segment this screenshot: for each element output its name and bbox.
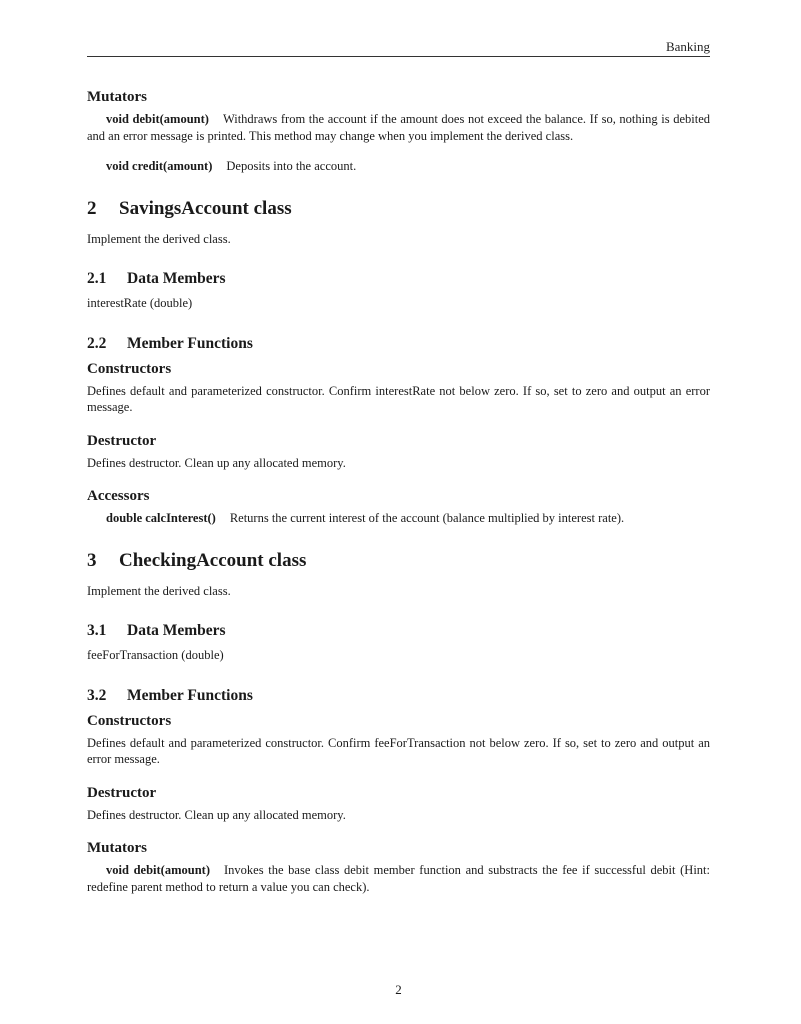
section-2-number: 2 bbox=[87, 197, 97, 219]
section-3-heading bbox=[87, 549, 710, 573]
credit-description: Deposits into the account. bbox=[226, 159, 357, 173]
section-3-destructor-body: Defines destructor. Clean up any allocated memory. bbox=[87, 807, 346, 822]
mutators-heading: Mutators bbox=[87, 89, 147, 105]
section-3-destructor-heading: Destructor bbox=[87, 784, 157, 801]
subsection-3-1-title: Data Members bbox=[127, 622, 226, 639]
credit-term: void credit(amount) bbox=[106, 159, 213, 173]
subsection-2-2-heading bbox=[87, 334, 710, 354]
calc-interest-paragraph bbox=[87, 510, 710, 527]
header-rule bbox=[87, 56, 710, 57]
subsection-2-2-number: 2.2 bbox=[87, 334, 107, 352]
section-3-mutators-heading: Mutators bbox=[87, 840, 147, 856]
section-2-heading bbox=[87, 197, 710, 221]
subsection-3-2-number: 3.2 bbox=[87, 686, 107, 704]
subsection-2-1-heading bbox=[87, 269, 710, 289]
page-number: 2 bbox=[395, 982, 402, 997]
subsection-2-2-title: Member Functions bbox=[127, 334, 253, 352]
calc-interest-description: Returns the current interest of the account (balance multiplied by interest rate). bbox=[229, 511, 625, 525]
subsection-3-2-heading bbox=[87, 686, 710, 706]
section-3-constructors-body: Defines default and parameterized constructor. Confirm feeForTransaction not below zero. If so, set to zero and output an error message. bbox=[87, 735, 710, 766]
section-2-destructor-body: Defines destructor. Clean up any allocated memory. bbox=[87, 455, 346, 470]
checking-debit-term: void debit(amount) bbox=[106, 863, 210, 877]
section-2-data-members: interestRate (double) bbox=[87, 296, 193, 310]
section-2-constructors-body: Defines default and parameterized constructor. Confirm interestRate not below zero. If so, set to zero and output an error message. bbox=[87, 383, 710, 414]
subsection-2-1-title: Data Members bbox=[127, 270, 226, 287]
debit-paragraph bbox=[87, 111, 710, 144]
section-3-data-members: feeForTransaction (double) bbox=[87, 648, 224, 662]
section-3-number: 3 bbox=[87, 549, 97, 571]
section-2-accessors-heading: Accessors bbox=[87, 488, 150, 504]
checking-debit-description: Invokes the base class debit member function and substracts the fee if successful debit (Hint: redefine parent method to return a value you can check). bbox=[87, 863, 710, 894]
section-3-constructors-heading: Constructors bbox=[87, 712, 172, 729]
section-2-intro: Implement the derived class. bbox=[87, 231, 231, 246]
calc-interest-term: double calcInterest() bbox=[106, 511, 216, 525]
subsection-3-1-number: 3.1 bbox=[87, 622, 107, 639]
debit-description: Withdraws from the account if the amount does not exceed the balance. If so, nothing is debited and an error message is printed. This method may change when you implement the derived class. bbox=[87, 112, 710, 143]
section-3-title: CheckingAccount class bbox=[119, 549, 307, 571]
subsection-3-2-title: Member Functions bbox=[127, 686, 253, 704]
credit-paragraph bbox=[87, 158, 710, 175]
running-header: Banking bbox=[665, 39, 710, 54]
section-2-constructors-heading: Constructors bbox=[87, 360, 172, 377]
page-content bbox=[87, 88, 710, 895]
subsection-2-1-number: 2.1 bbox=[87, 270, 107, 287]
subsection-3-1-heading bbox=[87, 621, 710, 641]
checking-debit-paragraph bbox=[87, 862, 710, 895]
section-3-intro: Implement the derived class. bbox=[87, 583, 231, 598]
section-2-destructor-heading: Destructor bbox=[87, 432, 157, 449]
document-page bbox=[87, 0, 710, 1024]
debit-term: void debit(amount) bbox=[106, 112, 209, 126]
section-2-title: SavingsAccount class bbox=[119, 197, 292, 219]
